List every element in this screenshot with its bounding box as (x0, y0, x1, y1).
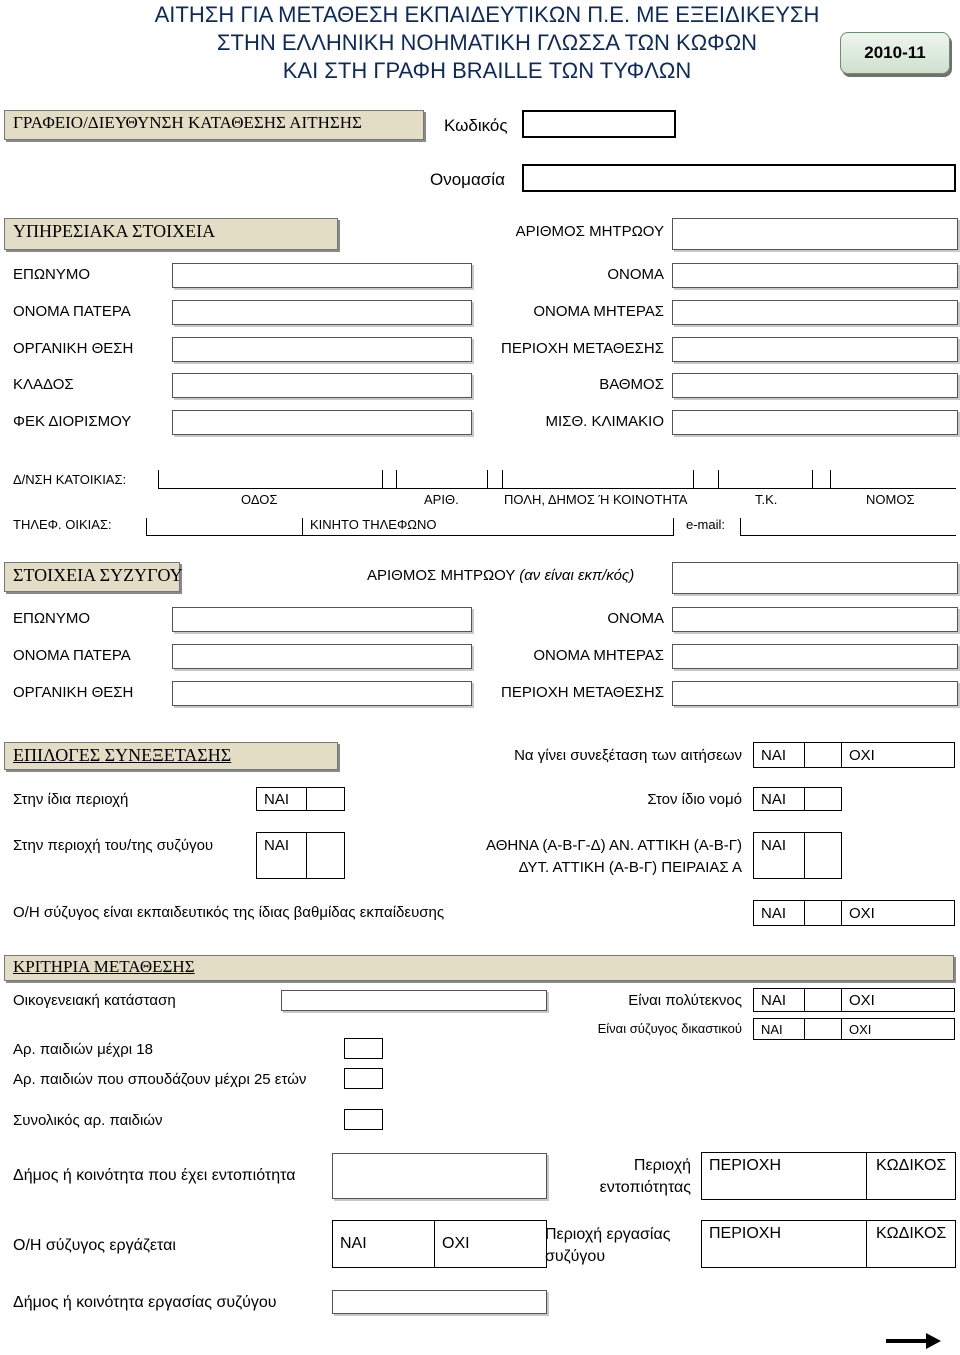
address-divider (693, 470, 694, 488)
service-surname-input[interactable] (172, 263, 472, 288)
address-label: Δ/ΝΣΗ ΚΑΤΟΙΚΙΑΣ: (13, 472, 127, 487)
address-city-caption: ΠΟΛΗ, ΔΗΜΟΣ Ή ΚΟΙΝΟΤΗΤΑ (504, 492, 688, 507)
spouse-transfer-area-input[interactable] (672, 681, 958, 706)
home-phone-underline (146, 535, 302, 536)
office-code-input[interactable] (522, 110, 676, 138)
spouse-registry-note: (αν είναι εκπ/κός) (519, 567, 635, 584)
spouse-transfer-area-label: ΠΕΡΙΟΧΗ ΜΕΤΑΘΕΣΗΣ (501, 684, 664, 701)
address-divider (487, 470, 488, 488)
cell-divider (804, 988, 805, 1012)
mobile-label: ΚΙΝΗΤΟ ΤΗΛΕΦΩΝΟ (310, 517, 437, 532)
office-name-input[interactable] (522, 164, 956, 192)
kids-18-input[interactable] (344, 1038, 383, 1059)
mobile-divider (673, 518, 674, 535)
kids-18-label: Αρ. παιδιών μέχρι 18 (13, 1041, 153, 1058)
locality-area-label-1: Περιοχή (633, 1157, 691, 1174)
same-area-yes[interactable]: ΝΑΙ (264, 790, 290, 808)
spouse-judge-no[interactable]: ΟΧΙ (849, 1021, 872, 1037)
service-father-input[interactable] (172, 300, 472, 325)
criteria-section-header (4, 955, 954, 981)
large-family-yes[interactable]: ΝΑΙ (761, 991, 787, 1009)
mobile-input[interactable] (450, 518, 672, 535)
spouse-mother-input[interactable] (672, 644, 958, 669)
spouse-work-area-input[interactable] (702, 1244, 865, 1267)
spouse-work-municipality-input[interactable] (332, 1290, 547, 1314)
spouse-area-yes[interactable]: ΝΑΙ (264, 837, 290, 854)
service-section-header: ΥΠΗΡΕΣΙΑΚΑ ΣΤΟΙΧΕΙΑ (4, 218, 338, 250)
same-level-yes[interactable]: ΝΑΙ (761, 904, 787, 922)
municipality-input[interactable] (332, 1153, 547, 1199)
service-mother-input[interactable] (672, 300, 958, 325)
athens-yes[interactable]: ΝΑΙ (761, 837, 787, 854)
spouse-section-header: ΣΤΟΙΧΕΙΑ ΣΥΖΥΓΟΥ (4, 562, 180, 592)
kids-25-label: Αρ. παιδιών που σπουδάζουν μέχρι 25 ετών (13, 1071, 307, 1088)
spouse-work-code-col: ΚΩΔΙΚΟΣ (876, 1225, 947, 1242)
cell-divider (804, 742, 805, 768)
service-registry-input[interactable] (672, 218, 958, 250)
spouse-name-label: ΟΝΟΜΑ (607, 610, 664, 627)
spouse-registry-text: ΑΡΙΘΜΟΣ ΜΗΤΡΩΟΥ (367, 567, 516, 584)
service-name-label: ΟΝΟΜΑ (607, 266, 664, 283)
athens-line-1: ΑΘΗΝΑ (Α-Β-Γ-Δ) ΑΝ. ΑΤΤΙΚΗ (Α-Β-Γ) (486, 837, 742, 854)
home-phone-input[interactable] (147, 518, 302, 535)
service-surname-label: ΕΠΩΝΥΜΟ (13, 266, 91, 283)
form-title-line-2: ΣΤΗΝ ΕΛΛΗΝΙΚΗ ΝΟΗΜΑΤΙΚΗ ΓΛΩΣΣΑ ΤΩΝ ΚΩΦΩΝ (216, 30, 758, 55)
service-grade-input[interactable] (672, 373, 958, 398)
service-branch-input[interactable] (172, 373, 472, 398)
spouse-registry-input[interactable] (672, 562, 958, 594)
address-number-caption: ΑΡΙΘ. (424, 492, 459, 507)
cell-divider (804, 832, 805, 879)
address-postcode-caption: Τ.Κ. (755, 492, 778, 507)
address-city-input[interactable] (503, 470, 693, 488)
service-salary-input[interactable] (672, 410, 958, 435)
locality-code-input[interactable] (867, 1176, 955, 1199)
cell-divider (804, 787, 805, 811)
service-fek-input[interactable] (172, 410, 472, 435)
address-divider (812, 470, 813, 488)
service-name-input[interactable] (672, 263, 958, 288)
mobile-underline (302, 535, 674, 536)
address-street-caption: ΟΔΟΣ (241, 492, 278, 507)
joint-exam-no[interactable]: ΟΧΙ (849, 746, 875, 764)
spouse-work-area-label-1: Περιοχή εργασίας (545, 1226, 671, 1243)
service-salary-label: ΜΙΣΘ. ΚΛΙΜΑΚΙΟ (545, 413, 664, 430)
home-phone-label: ΤΗΛΕΦ. ΟΙΚΙΑΣ: (13, 517, 112, 532)
spouse-works-label: Ο/Η σύζυγος εργάζεται (13, 1237, 176, 1254)
spouse-work-code-input[interactable] (867, 1244, 955, 1267)
address-number-input[interactable] (397, 470, 487, 488)
email-underline (740, 535, 956, 536)
municipality-label: Δήμος ή κοινότητα που έχει εντοπιότητα (13, 1167, 296, 1184)
family-status-input[interactable] (281, 990, 547, 1011)
service-registry-label: ΑΡΙΘΜΟΣ ΜΗΤΡΩΟΥ (515, 223, 664, 240)
service-grade-label: ΒΑΘΜΟΣ (599, 376, 664, 393)
version-badge (840, 32, 950, 74)
service-position-label: ΟΡΓΑΝΙΚΗ ΘΕΣΗ (13, 340, 134, 357)
service-mother-label: ΟΝΟΜΑ ΜΗΤΕΡΑΣ (533, 303, 664, 320)
service-position-input[interactable] (172, 337, 472, 362)
form-title-line-1: ΑΙΤΗΣΗ ΓΙΑ ΜΕΤΑΘΕΣΗ ΕΚΠΑΙΔΕΥΤΙΚΩΝ Π.Ε. ΜΕ ΕΞΕΙΔΙΚΕΥΣΗ (154, 2, 820, 27)
spouse-judge-label: Είναι σύζυγος δικαστικού (597, 1021, 742, 1036)
large-family-no[interactable]: ΟΧΙ (849, 991, 875, 1009)
address-divider (382, 470, 383, 488)
form-title-line-3: ΚΑΙ ΣΤΗ ΓΡΑΦΗ BRAILLE ΤΩΝ ΤΥΦΛΩΝ (282, 58, 692, 83)
service-fek-label: ΦΕΚ ΔΙΟΡΙΣΜΟΥ (13, 413, 132, 430)
spouse-works-yes[interactable]: ΝΑΙ (340, 1235, 367, 1252)
spouse-works-no[interactable]: ΟΧΙ (442, 1235, 470, 1252)
spouse-father-input[interactable] (172, 644, 472, 669)
options-section-header (4, 742, 338, 770)
spouse-work-area-col: ΠΕΡΙΟΧΗ (709, 1225, 782, 1242)
criteria-section-title: ΚΡΙΤΗΡΙΑ ΜΕΤΑΘΕΣΗΣ (13, 957, 195, 976)
service-branch-label: ΚΛΑΔΟΣ (13, 376, 74, 393)
same-prefecture-label: Στον ίδιο νομό (647, 791, 742, 808)
athens-line-2: ΔΥΤ. ΑΤΤΙΚΗ (Α-Β-Γ) ΠΕΙΡΑΙΑΣ Α (518, 859, 742, 876)
joint-exam-label: Να γίνει συνεξέταση των αιτήσεων (514, 747, 742, 764)
locality-area-label-2: εντοπιότητας (599, 1179, 691, 1196)
spouse-position-input[interactable] (172, 681, 472, 706)
kids-25-input[interactable] (344, 1068, 383, 1089)
spouse-area-label: Στην περιοχή του/της συζύγου (13, 837, 214, 854)
cell-divider (804, 1018, 805, 1040)
spouse-judge-yes[interactable]: ΝΑΙ (761, 1021, 783, 1037)
address-prefecture-input[interactable] (831, 470, 956, 488)
office-section-header: ΓΡΑΦΕΙΟ/ΔΙΕΥΘΥΝΣΗ ΚΑΤΑΘΕΣΗΣ ΑΙΤΗΣΗΣ (4, 110, 424, 140)
service-transfer-area-input[interactable] (672, 337, 958, 362)
spouse-name-input[interactable] (672, 607, 958, 632)
arrow-right-icon[interactable] (886, 1332, 942, 1350)
office-code-label: Κωδικός (444, 116, 508, 135)
spouse-mother-label: ΟΝΟΜΑ ΜΗΤΕΡΑΣ (533, 647, 664, 664)
email-input[interactable] (741, 518, 956, 535)
service-transfer-area-label: ΠΕΡΙΟΧΗ ΜΕΤΑΘΕΣΗΣ (501, 340, 664, 357)
same-level-label: Ο/Η σύζυγος είναι εκπαιδευτικός της ίδιας βαθμίδας εκπαίδευσης (13, 904, 445, 921)
locality-area-col: ΠΕΡΙΟΧΗ (709, 1157, 782, 1174)
address-street-input[interactable] (159, 470, 382, 488)
same-level-no[interactable]: ΟΧΙ (849, 904, 875, 922)
same-area-label: Στην ίδια περιοχή (13, 791, 129, 808)
locality-code-col: ΚΩΔΙΚΟΣ (876, 1157, 947, 1174)
locality-area-input[interactable] (702, 1176, 865, 1199)
address-postcode-input[interactable] (719, 470, 812, 488)
joint-exam-yes[interactable]: ΝΑΙ (761, 746, 787, 764)
kids-total-input[interactable] (344, 1109, 383, 1130)
cell-divider (804, 900, 805, 926)
spouse-father-label: ΟΝΟΜΑ ΠΑΤΕΡΑ (13, 647, 131, 664)
spouse-position-label: ΟΡΓΑΝΙΚΗ ΘΕΣΗ (13, 684, 134, 701)
mobile-divider (302, 518, 303, 535)
kids-total-label: Συνολικός αρ. παιδιών (13, 1112, 163, 1129)
spouse-work-area-label-2: συζύγου (545, 1248, 606, 1265)
spouse-work-municipality-label: Δήμος ή κοινότητα εργασίας συζύγου (13, 1294, 277, 1311)
email-label: e-mail: (686, 517, 726, 532)
spouse-registry-label (367, 567, 634, 584)
large-family-label: Είναι πολύτεκνος (628, 992, 742, 1009)
address-underline (158, 488, 956, 489)
cell-divider (306, 787, 307, 811)
cell-divider (306, 832, 307, 879)
service-father-label: ΟΝΟΜΑ ΠΑΤΕΡΑ (13, 303, 131, 320)
family-status-label: Οικογενειακή κατάσταση (13, 992, 176, 1009)
version-text: 2010-11 (864, 43, 926, 62)
address-prefecture-caption: ΝΟΜΟΣ (866, 492, 915, 507)
options-section-title: ΕΠΙΛΟΓΕΣ ΣΥΝΕΞΕΤΑΣΗΣ (13, 745, 232, 765)
same-prefecture-yes[interactable]: ΝΑΙ (761, 790, 787, 808)
spouse-surname-input[interactable] (172, 607, 472, 632)
spouse-surname-label: ΕΠΩΝΥΜΟ (13, 610, 91, 627)
office-name-label: Ονομασία (430, 170, 505, 189)
